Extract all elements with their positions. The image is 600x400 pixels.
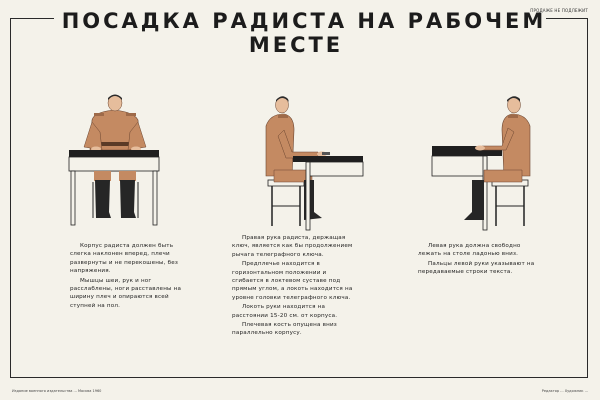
caption-paragraph: Предплечье находится в горизонтальном положении и сгибается в локтевом суставе под прямым углом, а локоть находится на уровне головки телеграфного ключа.	[232, 261, 353, 301]
poster-title: ПОСАДКА РАДИСТА НА РАБОЧЕМ МЕСТЕ	[0, 9, 600, 57]
right-side-view-illustration	[248, 96, 368, 236]
caption-front-view	[70, 242, 188, 311]
caption-paragraph: Левая рука должна свободно лежать на столе ладонью вниз.	[418, 243, 521, 258]
front-view-illustration	[64, 92, 174, 232]
caption-left-side-view	[418, 242, 544, 278]
left-side-view-illustration	[428, 96, 548, 236]
caption-right-side-view	[232, 234, 358, 339]
footer-imprint-left: Издание военного издательства ... Москва 1960	[12, 388, 102, 393]
restriction-stamp: ПРОДАЖЕ НЕ ПОДЛЕЖИТ	[530, 8, 588, 13]
caption-paragraph: Пальцы левой руки указывают на передаваемые строки текста.	[418, 260, 535, 276]
caption-paragraph: Плечевая кость опущена вниз параллельно корпусу.	[232, 322, 337, 337]
caption-paragraph: Локоть руки находится на расстоянии 15-20 см. от корпуса.	[232, 304, 338, 319]
footer-imprint-right: Редактор ... Художник ...	[541, 388, 588, 393]
caption-paragraph: Мышцы шеи, рук и ног расслаблены, ноги расставлены на ширину плеч и опираются всей ступней на пол.	[70, 277, 182, 309]
caption-paragraph: Правая рука радиста, держащая ключ, является как бы продолжением рычага телеграфного ключа.	[232, 235, 353, 258]
caption-paragraph: Корпус радиста должен быть слегка наклонен вперед, плечи развернуты и не перекошены, без напряжения.	[70, 243, 179, 275]
